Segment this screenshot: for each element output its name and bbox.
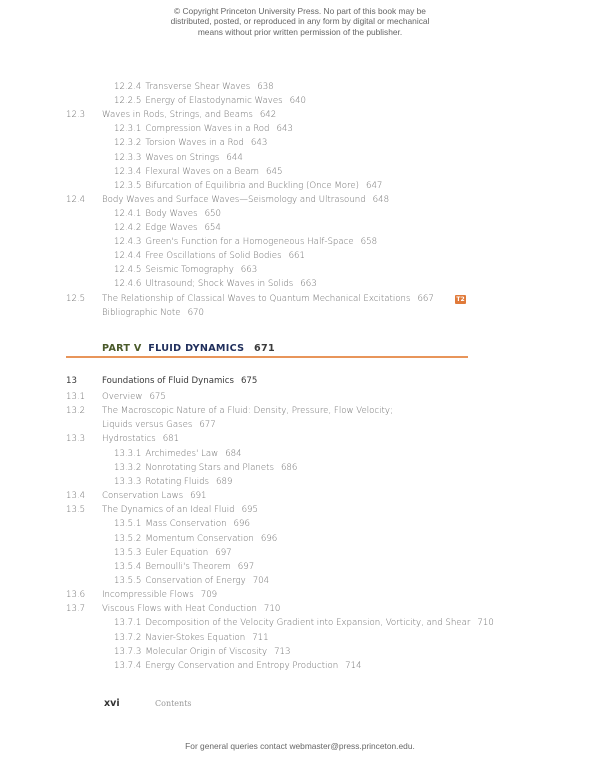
toc-entry-text xyxy=(114,237,377,248)
toc-entry-text xyxy=(114,519,250,530)
toc-entry-title: Rotating Fluids xyxy=(145,476,210,487)
footer-contact: For general queries contact webmaster@press.princeton.edu. xyxy=(185,741,415,751)
toc-entry-title: Nonrotating Stars and Planets xyxy=(145,462,274,473)
toc-entry-number: 13.4 xyxy=(66,491,86,502)
toc-entry-number: 12.5 xyxy=(66,293,86,304)
toc-entry-number: 13.6 xyxy=(66,590,86,601)
toc-entry-number: 12.3.5 xyxy=(114,180,142,191)
toc-entry-text xyxy=(102,110,276,121)
part-heading xyxy=(102,343,275,354)
toc-entry-text xyxy=(102,294,434,305)
toc-entry-page: 697 xyxy=(215,547,232,558)
toc-entry-page: 710 xyxy=(263,604,281,615)
toc-entry-page: 643 xyxy=(250,138,268,149)
toc-entry-text xyxy=(114,618,494,629)
toc-entry-page: 663 xyxy=(240,265,258,276)
toc-entry-text xyxy=(114,477,232,488)
toc-entry-title: Ultrasound; Shock Waves in Solids xyxy=(145,279,294,290)
toc-entry-text xyxy=(114,251,305,262)
toc-entry-title: Transverse Shear Waves xyxy=(145,82,251,92)
toc-entry-title: Mass Conservation xyxy=(145,519,227,530)
toc-entry-text xyxy=(114,167,282,178)
toc-entry-number: 13.7.3 xyxy=(114,646,142,657)
toc-entry-number: 12.3.3 xyxy=(114,152,142,163)
toc-entry-title: Viscous Flows with Heat Conduction xyxy=(102,604,257,615)
toc-entry-page: 713 xyxy=(274,646,291,657)
toc-entry-text xyxy=(114,82,274,93)
toc-entry-number: 12.4.1 xyxy=(114,208,142,219)
toc-entry-page: 696 xyxy=(260,533,278,544)
toc-entry-page: 684 xyxy=(225,448,242,459)
toc-entry-page: 647 xyxy=(366,180,383,191)
toc-entry-page: 658 xyxy=(360,237,378,248)
toc-entry-page: 711 xyxy=(252,632,269,643)
track-two-badge-icon: T2 xyxy=(456,295,465,303)
toc-entry-title: The Macroscopic Nature of a Fluid: Density, Pressure, Flow Velocity; xyxy=(102,406,393,417)
toc-entry-page: 661 xyxy=(288,251,305,262)
toc-entry-number: 13.1 xyxy=(66,392,86,402)
toc-entry-text xyxy=(102,604,280,615)
toc-entry-text xyxy=(114,223,221,234)
toc-entry-title: Bifurcation of Equilibria and Buckling (Once More) xyxy=(145,180,359,191)
toc-entry-title: Body Waves and Surface Waves—Seismology and Ultrasound xyxy=(102,194,366,205)
toc-entry-number: 13.7 xyxy=(66,604,86,615)
toc-entry-number: 12.3 xyxy=(66,110,86,121)
toc-entry-title: Conservation of Energy xyxy=(145,575,246,586)
toc-entry-number: 12.4.2 xyxy=(114,223,142,233)
toc-entry-number: 13.3.3 xyxy=(114,476,142,487)
toc-entry-page: 675 xyxy=(149,392,166,402)
toc-entry-text xyxy=(102,420,216,431)
toc-entry-text xyxy=(102,590,217,601)
toc-entry-page: 640 xyxy=(289,96,307,107)
toc-entry-page: 654 xyxy=(204,223,221,233)
toc-entry-text xyxy=(114,463,297,474)
toc-entry-text xyxy=(114,209,221,220)
toc-entry-text xyxy=(114,96,306,107)
page-number: xvi xyxy=(104,698,120,709)
toc-entry-title: Compression Waves in a Rod xyxy=(145,124,270,135)
toc-entry-number: 13.3.1 xyxy=(114,448,142,459)
toc-entry-number: 12.4.3 xyxy=(114,237,142,248)
toc-entry-page: 704 xyxy=(252,575,270,586)
toc-entry-text xyxy=(114,534,277,545)
toc-entry-number: 13.5.4 xyxy=(114,561,142,572)
toc-entry-text xyxy=(114,153,243,164)
toc-entry-title: Archimedes' Law xyxy=(145,448,219,459)
toc-entry-text xyxy=(114,279,317,290)
toc-entry-page: 691 xyxy=(190,491,207,502)
toc-entry-text xyxy=(114,265,257,276)
part-label: PART V xyxy=(102,343,142,354)
toc-entry-text xyxy=(102,392,166,403)
toc-entry-title: Torsion Waves in a Rod xyxy=(145,138,244,149)
toc-entry-page: 638 xyxy=(257,82,274,92)
toc-entry-title: Flexural Waves on a Beam xyxy=(145,166,260,177)
toc-entry-title: Body Waves xyxy=(145,208,198,219)
toc-entry-number: 13.5.5 xyxy=(114,575,142,586)
toc-entry-number: 12.3.2 xyxy=(114,138,142,149)
toc-entry-page: 670 xyxy=(187,307,204,318)
toc-entry-text xyxy=(114,661,362,672)
toc-entry-number: 12.2.5 xyxy=(114,96,142,107)
toc-entry-number: 13.7.1 xyxy=(114,618,142,629)
toc-entry-page: 714 xyxy=(345,660,362,671)
toc-entry-number: 13.5 xyxy=(66,505,86,516)
toc-entry-number: 13.7.2 xyxy=(114,632,142,643)
toc-entry-number: 13 xyxy=(66,376,77,386)
toc-entry-title: The Dynamics of an Ideal Fluid xyxy=(102,505,235,516)
toc-entry-page: 650 xyxy=(204,208,221,219)
toc-entry-title: Green's Function for a Homogeneous Half-Space xyxy=(145,237,354,248)
toc-entry-number: 12.4.4 xyxy=(114,251,142,262)
toc-entry-title: Edge Waves xyxy=(145,223,198,233)
toc-entry-page: 644 xyxy=(226,152,243,163)
toc-entry-text xyxy=(114,562,254,573)
toc-entry-title: Energy Conservation and Entropy Production xyxy=(145,660,339,671)
toc-entry-page: 709 xyxy=(200,590,218,601)
toc-entry-text xyxy=(102,406,393,417)
toc-entry-text xyxy=(102,195,389,206)
toc-entry-text xyxy=(102,376,257,387)
toc-entry-page: 677 xyxy=(199,420,216,431)
toc-entry-page: 695 xyxy=(241,505,258,516)
toc-entry-text xyxy=(114,633,269,644)
toc-entry-number: 13.3.2 xyxy=(114,462,142,473)
toc-entry-number: 12.4.6 xyxy=(114,279,142,290)
toc-entry-page: 710 xyxy=(477,618,494,629)
toc-entry-page: 675 xyxy=(240,376,258,386)
toc-entry-number: 13.5.1 xyxy=(114,519,142,530)
toc-entry-page: 667 xyxy=(417,293,434,304)
toc-entry-title: Navier-Stokes Equation xyxy=(145,632,246,643)
toc-entry-title: Momentum Conservation xyxy=(145,533,254,544)
toc-entry-number: 13.2 xyxy=(66,406,86,417)
toc-entry-title: Decomposition of the Velocity Gradient into Expansion, Vorticity, and Shear xyxy=(145,618,471,629)
toc-entry-text xyxy=(114,576,269,587)
toc-entry-page: 697 xyxy=(237,561,255,572)
toc-entry-title: Liquids versus Gases xyxy=(102,420,193,431)
toc-entry-text xyxy=(102,308,204,319)
toc-entry-number: 12.3.4 xyxy=(114,166,142,177)
toc-entry-text xyxy=(114,138,267,149)
toc-entry-title: Hydrostatics xyxy=(102,434,156,445)
toc-entry-page: 645 xyxy=(266,166,283,177)
toc-entry-number: 12.2.4 xyxy=(114,82,142,92)
toc-entry-number: 13.7.4 xyxy=(114,660,142,671)
toc-entry-title: Energy of Elastodynamic Waves xyxy=(145,96,283,107)
toc-entry-page: 689 xyxy=(216,476,233,487)
toc-entry-page: 686 xyxy=(280,462,298,473)
copyright-line: © Copyright Princeton University Press. No part of this book may be xyxy=(174,6,426,16)
part-name: FLUID DYNAMICS xyxy=(148,343,245,354)
toc-entry-page: 681 xyxy=(162,434,180,445)
toc-entry-number: 13.3 xyxy=(66,434,86,445)
toc-entry-title: Molecular Origin of Viscosity xyxy=(145,646,268,657)
copyright-notice xyxy=(0,6,600,37)
toc-entry-title: Waves on Strings xyxy=(145,152,220,163)
toc-entry-text xyxy=(114,647,290,658)
toc-entry-number: 12.4.5 xyxy=(114,265,142,276)
toc-entry-page: 643 xyxy=(276,124,293,135)
copyright-line: distributed, posted, or reproduced in any form by digital or mechanical xyxy=(170,16,430,27)
toc-entry-title: Conservation Laws xyxy=(102,491,184,502)
toc-entry-text xyxy=(102,491,207,502)
toc-entry-title: The Relationship of Classical Waves to Quantum Mechanical Excitations xyxy=(102,293,411,304)
toc-entry-page: 663 xyxy=(300,279,317,290)
toc-entry-title: Euler Equation xyxy=(145,547,209,558)
toc-entry-text xyxy=(102,505,258,516)
toc-entry-page: 642 xyxy=(259,110,277,121)
toc-entry-title: Overview xyxy=(102,392,143,402)
toc-entry-page: 648 xyxy=(372,194,390,205)
toc-entry-number: 12.4 xyxy=(66,194,86,205)
toc-entry-text xyxy=(114,124,293,135)
copyright-line: means without prior written permission of the publisher. xyxy=(197,26,403,37)
toc-entry-title: Waves in Rods, Strings, and Beams xyxy=(102,110,253,121)
toc-entry-number: 12.3.1 xyxy=(114,124,142,135)
toc-entry-page: 696 xyxy=(233,519,250,530)
toc-entry-title: Seismic Tomography xyxy=(145,265,234,276)
toc-entry-title: Foundations of Fluid Dynamics xyxy=(102,376,234,386)
part-page: 671 xyxy=(254,343,275,354)
toc-entry-text xyxy=(102,434,179,445)
running-head: Contents xyxy=(155,699,192,708)
toc-entry-text xyxy=(114,548,232,559)
toc-entry-number: 13.5.2 xyxy=(114,533,142,544)
toc-entry-text xyxy=(114,181,382,192)
toc-entry-number: 13.5.3 xyxy=(114,547,142,558)
part-divider-rule xyxy=(66,356,468,358)
toc-entry-text xyxy=(114,449,242,460)
toc-entry-title: Free Oscillations of Solid Bodies xyxy=(145,251,282,262)
toc-entry-title: Incompressible Flows xyxy=(102,590,194,601)
toc-entry-title: Bibliographic Note xyxy=(102,307,181,318)
toc-entry-title: Bernoulli's Theorem xyxy=(145,561,231,572)
